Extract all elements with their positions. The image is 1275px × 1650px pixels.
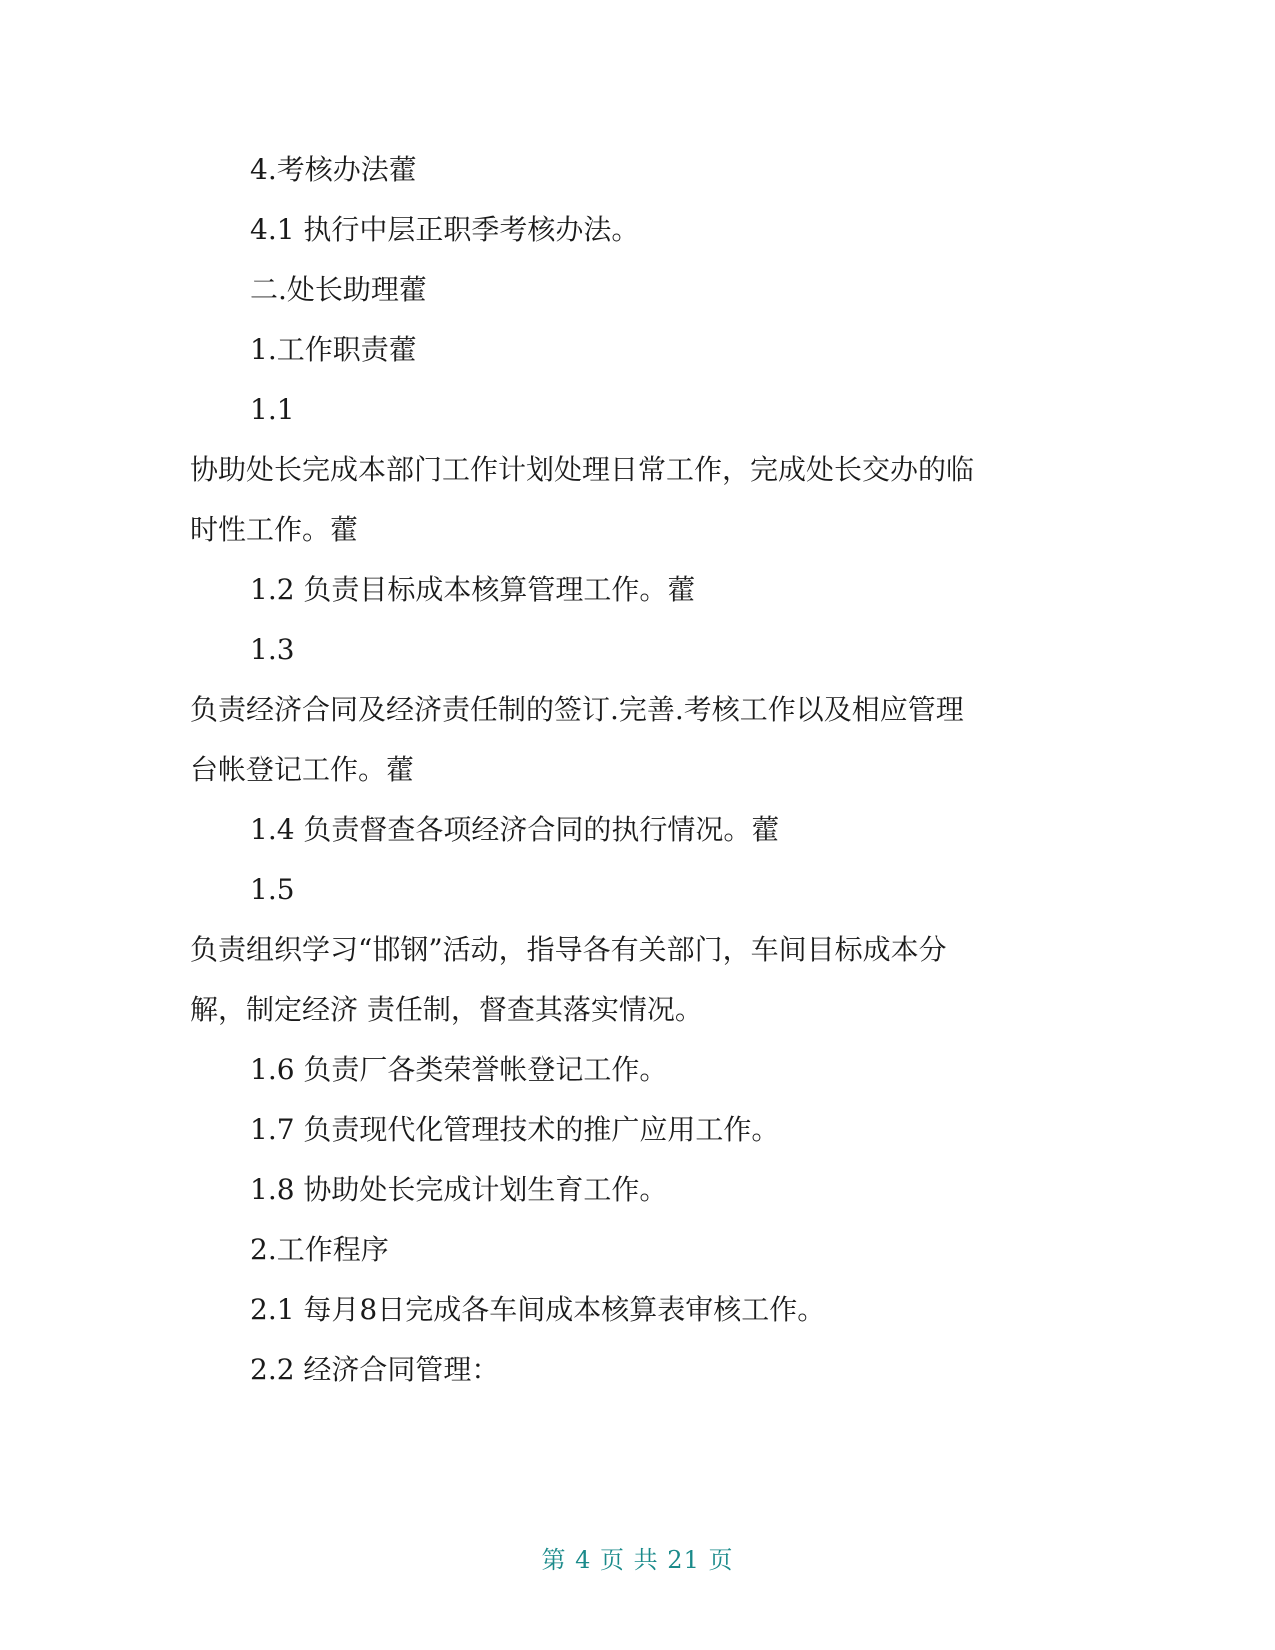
paragraph-line: 台帐登记工作。藿 — [190, 753, 415, 786]
paragraph-line: 1.7 负责现代化管理技术的推广应用工作。 — [250, 1113, 780, 1146]
item-number: 1.5 — [250, 873, 295, 906]
paragraph-line: 1.8 协助处长完成计划生育工作。 — [250, 1173, 668, 1206]
paragraph-line: 解，制定经济 责任制，督查其落实情况。 — [190, 993, 703, 1026]
paragraph-line: 4.1 执行中层正职季考核办法。 — [250, 213, 640, 246]
section-heading: 4.考核办法藿 — [250, 153, 417, 186]
item-number: 1.3 — [250, 633, 295, 666]
paragraph-line: 负责组织学习“邯钢”活动，指导各有关部门，车间目标成本分 — [190, 933, 947, 966]
paragraph-line: 2.2 经济合同管理： — [250, 1353, 500, 1386]
paragraph-line: 1.4 负责督查各项经济合同的执行情况。藿 — [250, 813, 780, 846]
paragraph-line: 时性工作。藿 — [190, 513, 359, 546]
subsection-heading: 1.工作职责藿 — [250, 333, 417, 366]
item-number: 1.1 — [250, 393, 295, 426]
paragraph-line: 负责经济合同及经济责任制的签订.完善.考核工作以及相应管理 — [190, 693, 964, 726]
paragraph-line: 协助处长完成本部门工作计划处理日常工作，完成处长交办的临 — [190, 453, 975, 486]
section-heading: 二.处长助理藿 — [250, 273, 427, 306]
paragraph-line: 1.2 负责目标成本核算管理工作。藿 — [250, 573, 696, 606]
paragraph-line: 1.6 负责厂各类荣誉帐登记工作。 — [250, 1053, 668, 1086]
paragraph-line: 2.1 每月8日完成各车间成本核算表审核工作。 — [250, 1293, 826, 1326]
document-body — [190, 140, 1070, 1400]
subsection-heading: 2.工作程序 — [250, 1233, 389, 1266]
page-number-footer: 第 4 页 共 21 页 — [541, 1546, 734, 1574]
